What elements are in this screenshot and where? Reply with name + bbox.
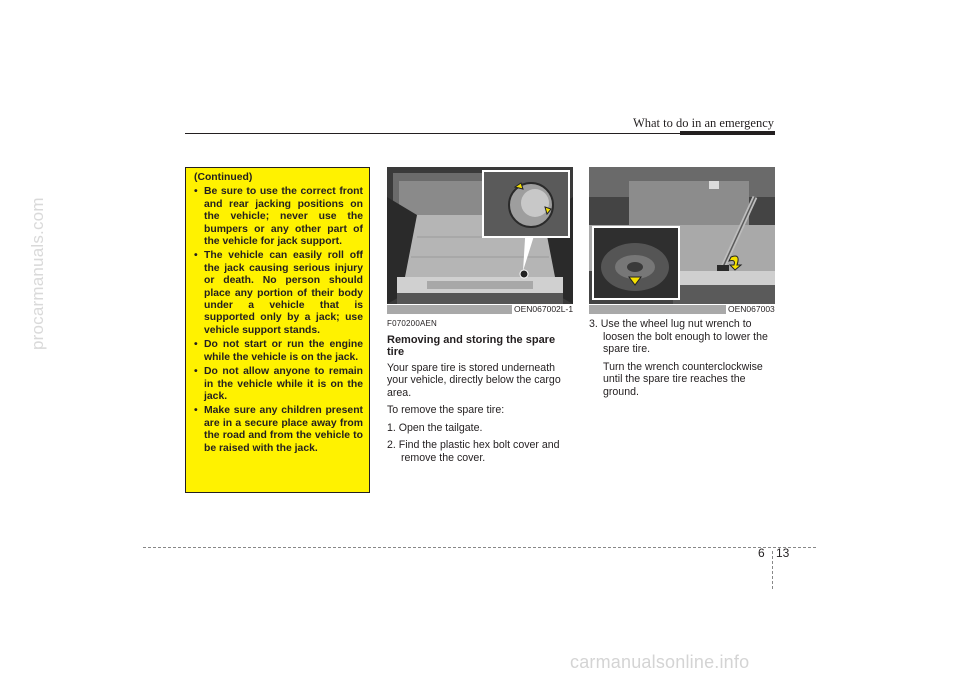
warning-bullet: • Do not allow anyone to remain in the vehicle while it is on the jack. <box>194 366 363 403</box>
intro-paragraph: Your spare tire is stored underneath your vehicle, directly below the cargo area. <box>387 361 561 399</box>
page-number: 13 <box>776 546 790 560</box>
warning-bullet: • The vehicle can easily roll off the jack causing serious injury or death. No person should place any portion of their body under a vehicle that is supported only by a jack; use vehicle support stands. <box>194 250 363 337</box>
step-item: 2. Find the plastic hex bolt cover and remove the cover. <box>387 439 560 464</box>
cargo-area-illustration <box>387 167 573 304</box>
warning-bullet: • Make sure any children present are in a secure place away from the road and from the vehicle to be raised with the jack. <box>194 405 363 455</box>
warning-bullet: • Be sure to use the correct front and rear jacking positions on the vehicle; never use the bumpers or any other part of the vehicle for jack support. <box>194 186 363 248</box>
footer-divider <box>772 551 773 589</box>
cargo-area-photo <box>387 167 573 304</box>
middle-column <box>387 318 575 464</box>
right-column <box>589 318 775 398</box>
section-title: What to do in an emergency <box>632 116 774 130</box>
section-code: F070200AEN <box>387 319 438 328</box>
subsection-heading: Removing and storing the spare tire <box>387 333 556 358</box>
bottom-watermark: carmanualsonline.info <box>570 652 750 672</box>
warning-continued-label: (Continued) <box>194 172 253 183</box>
header-rule-accent <box>680 131 775 135</box>
left-photo-caption: OEN067002L-1 <box>514 304 574 314</box>
wrench-illustration <box>589 167 775 304</box>
lead-paragraph: To remove the spare tire: <box>387 404 505 416</box>
step-item: 1. Open the tailgate. <box>387 421 483 434</box>
right-photo-caption: OEN067003 <box>728 304 775 314</box>
warning-box <box>185 167 370 493</box>
step-item: 3. Use the wheel lug nut wrench to loosen the bolt enough to lower the spare tire. <box>589 318 768 355</box>
side-watermark: procarmanuals.com <box>28 197 47 350</box>
warning-list <box>194 186 363 455</box>
footer-rule <box>143 547 816 548</box>
wrench-photo <box>589 167 775 304</box>
warning-bullet: • Do not start or run the engine while the vehicle is on the jack. <box>194 339 363 364</box>
page-section-number: 6 <box>758 546 765 560</box>
step-continuation: Turn the wrench counterclockwise until the spare tire reaches the ground. <box>603 360 763 398</box>
